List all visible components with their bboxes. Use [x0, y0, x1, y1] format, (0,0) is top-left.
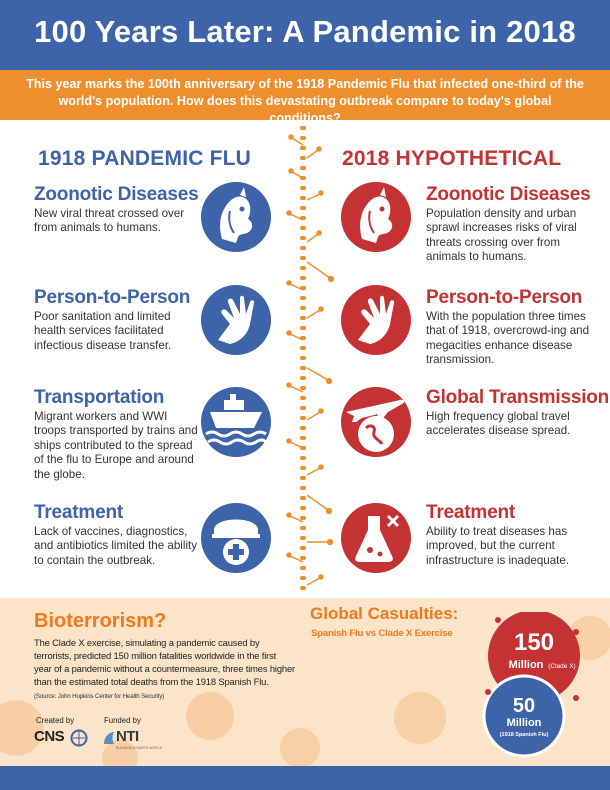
nti-logo: NTI [116, 728, 139, 745]
footer-bar [0, 766, 610, 790]
right-item-desc: With the population three times that of 1918, overcrowd-ing and megacities enhance disease transmission. [426, 310, 590, 367]
created-by-label: Created by [36, 716, 75, 725]
left-item-person [34, 287, 199, 353]
cns-logo-icon [70, 729, 88, 747]
casualties-graphic [458, 612, 610, 772]
right-item-desc: Population density and urban sprawl increases risks of viral threats crossing over from animals to humans. [426, 207, 577, 264]
right-item-person [426, 287, 591, 368]
zoonotic-icon [200, 181, 272, 253]
hand-icon [200, 284, 272, 356]
left-item-desc: Lack of vaccines, diagnostics, and antibiotics limited the ability to contain the outbreak. [34, 525, 198, 567]
funded-by-label: Funded by [104, 716, 141, 725]
left-item-treatment [34, 502, 199, 568]
nti-tagline: BUILDING A SAFER WORLD [116, 746, 163, 750]
left-column-heading: 1918 PANDEMIC FLU [38, 147, 252, 170]
page-title: 100 Years Later: A Pandemic in 2018 [34, 14, 576, 49]
right-item-desc: High frequency global travel accelerates disease spread. [426, 410, 571, 438]
bioterrorism-title: Bioterrorism? [34, 610, 167, 632]
left-item-desc: Poor sanitation and limited health services facilitated infectious disease transfer. [34, 310, 172, 352]
right-item-title: Zoonotic Diseases [426, 184, 591, 205]
right-item-desc: Ability to treat diseases has improved, but the current infrastructure is inadequate. [426, 525, 570, 567]
medical-icon [200, 502, 272, 574]
clade-x-value: 150 [513, 629, 555, 656]
ship-icon [200, 386, 272, 458]
flask-icon [340, 502, 412, 574]
spanish-flu-value: 50 [512, 695, 536, 717]
left-item-desc: New viral threat crossed over from animals to humans. [34, 207, 185, 235]
right-item-treatment [426, 502, 591, 568]
left-item-transport [34, 387, 199, 482]
right-item-title: Treatment [426, 502, 516, 523]
cns-logo: CNS [34, 728, 65, 745]
header-banner [0, 0, 610, 70]
left-item-title: Zoonotic Diseases [34, 184, 199, 205]
left-item-title: Transportation [34, 387, 165, 408]
plane-globe-icon [340, 386, 412, 458]
clade-x-unit: Million [508, 659, 544, 671]
nti-logo-icon [102, 730, 116, 746]
intro-banner: This year marks the 100th anniversary of the 1918 Pandemic Flu that infected one-third of the world's population. How does this devastating outbreak compare to today's global conditions? [0, 70, 610, 120]
left-item-title: Treatment [34, 502, 124, 523]
left-item-title: Person-to-Person [34, 287, 191, 308]
spanish-flu-label: (1918 Spanish Flu) [499, 732, 549, 738]
right-item-title: Person-to-Person [426, 287, 583, 308]
casualties-subtitle: Spanish Flu vs Clade X Exercise [311, 628, 453, 639]
bioterrorism-body [34, 636, 296, 701]
spanish-flu-unit: Million [506, 717, 542, 729]
casualties-title: Global Casualties: [310, 604, 459, 623]
left-item-desc: Migrant workers and WWI troops transported by trains and ships contributed to the spread of the flu to Europe and around the globe. [34, 410, 198, 481]
hand-icon [340, 284, 412, 356]
zoonotic-icon [340, 181, 412, 253]
bioterrorism-text: The Clade X exercise, simulating a pandemic caused by terrorists, predicted 150 million fatalities worldwide in the first year of a pandemic without a countermeasure, three times higher than the estimated total deaths from the 1918 Spanish Flu. [34, 637, 296, 687]
right-item-title: Global Transmission [426, 387, 610, 408]
clade-x-label: (Clade X) [548, 663, 576, 670]
bioterrorism-source: (Source: John Hopkins Center for Health Security) [34, 693, 165, 700]
right-column-heading: 2018 HYPOTHETICAL [342, 147, 562, 170]
right-item-transmission [426, 387, 610, 439]
right-item-zoonotic [426, 184, 591, 265]
virus-spikes-decoration [270, 130, 340, 600]
left-item-zoonotic [34, 184, 199, 236]
